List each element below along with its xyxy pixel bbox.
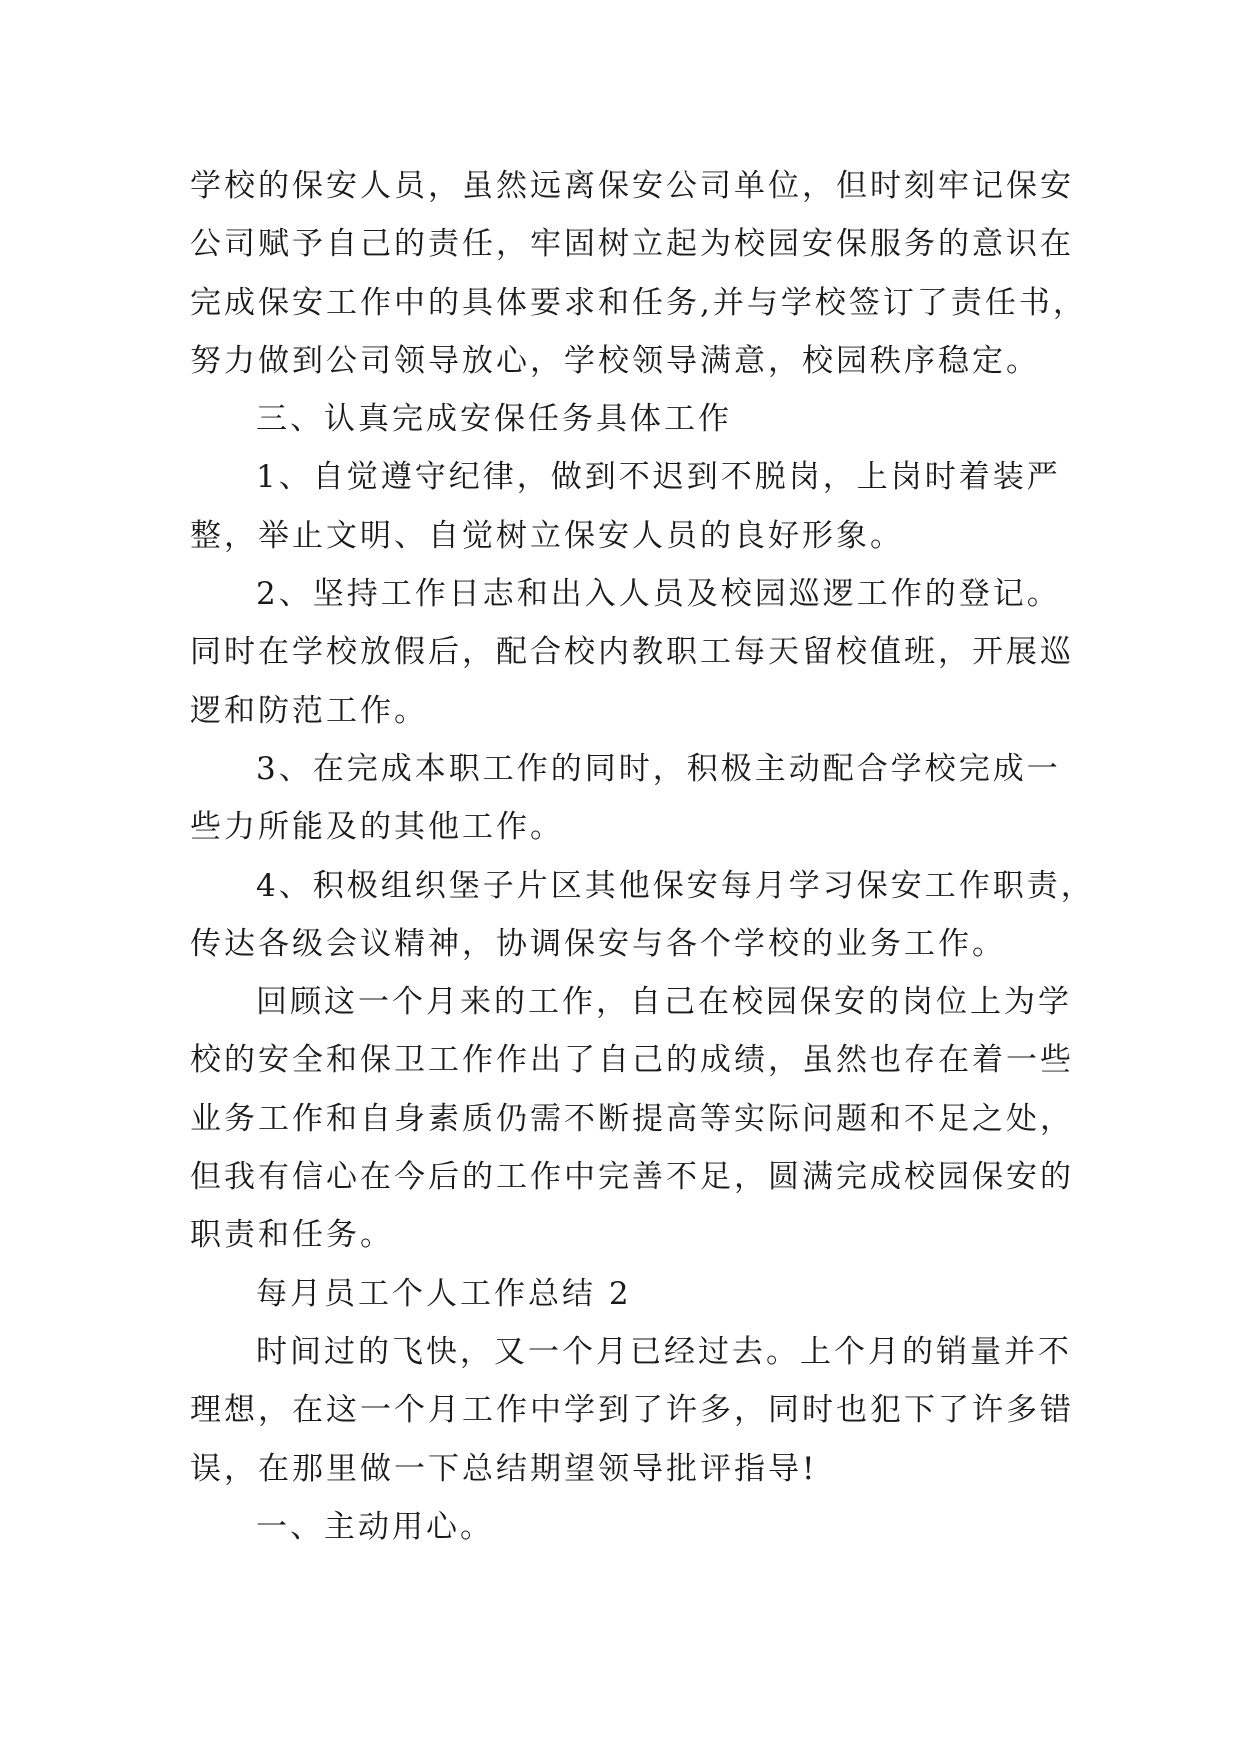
text-line: 业务工作和自身素质仍需不断提高等实际问题和不足之处， [190,1100,1074,1137]
text-line: 3、在完成本职工作的同时，积极主动配合学校完成一 [256,750,1061,787]
section-title: 每月员工个人工作总结 2 [256,1275,632,1312]
text-line: 整，举止文明、自觉树立保安人员的良好形象。 [190,517,904,554]
text-line: 传达各级会议精神，协调保安与各个学校的业务工作。 [190,925,1006,962]
text-line: 学校的保安人员，虽然远离保安公司单位，但时刻牢记保安 [190,168,1074,204]
section-heading: 一、主动用心。 [256,1508,494,1545]
text-line: 些力所能及的其他工作。 [190,809,564,846]
text-line: 完成保安工作中的具体要求和任务,并与学校签订了责任书， [190,284,1087,321]
text-line: 职责和任务。 [190,1217,394,1254]
text-line: 逻和防范工作。 [190,692,428,729]
text-line: 校的安全和保卫工作作出了自己的成绩，虽然也存在着一些 [190,1042,1074,1079]
text-line: 时间过的飞快，又一个月已经过去。上个月的销量并不 [256,1333,1072,1370]
text-line: 但我有信心在今后的工作中完善不足，圆满完成校园保安的 [190,1159,1074,1196]
section-heading: 三、认真完成安保任务具体工作 [256,401,732,438]
text-line: 误，在那里做一下总结期望领导批评指导! [190,1450,818,1487]
text-line: 4、积极组织堡子片区其他保安每月学习保安工作职责， [256,867,1095,904]
text-line: 2、坚持工作日志和出入人员及校园巡逻工作的登记。 [256,576,1061,613]
text-line: 努力做到公司领导放心，学校领导满意，校园秩序稳定。 [190,342,1040,379]
text-line: 1、自觉遵守纪律，做到不迟到不脱岗，上岗时着装严 [256,459,1061,496]
text-line: 理想，在这一个月工作中学到了许多，同时也犯下了许多错 [190,1392,1074,1429]
text-line: 回顾这一个月来的工作，自己在校园保安的岗位上为学 [256,984,1072,1021]
text-line: 同时在学校放假后，配合校内教职工每天留校值班，开展巡 [190,634,1074,671]
document-body [190,157,1095,1556]
text-line: 公司赋予自己的责任，牢固树立起为校园安保服务的意识在 [190,226,1074,263]
